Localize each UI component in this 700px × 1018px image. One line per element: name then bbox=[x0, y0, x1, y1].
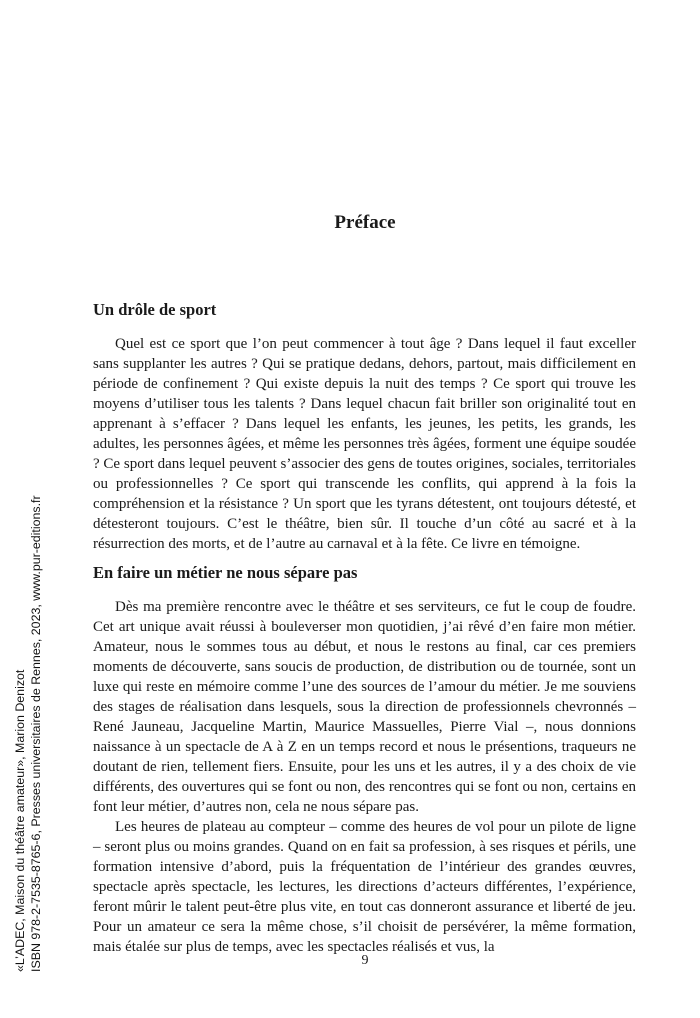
page-number: 9 bbox=[361, 953, 369, 968]
section-heading: En faire un métier ne nous sépare pas bbox=[93, 563, 358, 582]
section-body bbox=[93, 597, 636, 957]
section-heading: Un drôle de sport bbox=[93, 300, 217, 319]
page-title: Préface bbox=[334, 212, 396, 233]
body-paragraph: Quel est ce sport que l’on peut commencer à tout âge ? Dans lequel il faut exceller sans supplanter les autres ? Qui se pratique dedans, dehors, partout, mais difficilement en période de confinement ? Qui existe depuis la nuit des temps ? Ce sport qui trouve les moyens d’utiliser tous les talents ? Dans lequel chacun fait briller son originalité tout en apprenant à s’effacer ? Dans lequel les enfants, les jeunes, les petits, les grands, les adultes, les personnes âgées, et même les personnes très âgées, forment une équipe soudée ? Ce sport dans lequel peuvent s’associer des gens de toutes origines, sociales, territoriales ou professionnelles ? Ce sport qui transcende les conflits, qui apprend à la fois la compréhension et la résistance ? Un sport que les tyrans détestent, ont toujours détesté, et détesteront toujours. C’est le théâtre, bien sûr. Il touche d’un côté au sacré et à la résurrection des morts, et de l’autre au carnaval et à la fête. Ce livre en témoigne. bbox=[93, 336, 636, 552]
section-body bbox=[93, 334, 636, 554]
side-credit bbox=[12, 495, 44, 972]
side-credit-line: ISBN 978-2-7535-8765-6, Presses universitaires de Rennes, 2023, www.pur-editions.fr bbox=[29, 495, 43, 972]
body-paragraph: Dès ma première rencontre avec le théâtre et ses serviteurs, ce fut le coup de foudre. Cet art unique avait réussi à bouleverser mon quotidien, j’ai rêvé d’en faire mon métier. Amateur, nous le sommes tous au début, et nous le restons au final, car ces premiers moments de découverte, sans soucis de production, de distribution ou de tournée, sont un luxe qui reste en mémoire comme l’une des sources de l’amour du métier. Je me souviens des stages de réalisation dans lesquels, sous la direction de professionnels chevronnés – René Jauneau, Jacqueline Martin, Maurice Massuelles, Pierre Vial –, nous donnions naissance à un spectacle de A à Z en un temps record et nous le présentions, traqueurs ne doutant de rien, tellement fiers. Ensuite, pour les uns et les autres, il y a des choix de vie différents, des ouvertures qui se font ou non, des rencontres qui se font ou non, certains en font leur métier, d’autres non, cela ne nous sépare pas. bbox=[93, 599, 636, 815]
side-credit-line: «L’ADEC, Maison du théâtre amateur», Marion Denizot bbox=[13, 669, 27, 972]
body-paragraph: Les heures de plateau au compteur – comme des heures de vol pour un pilote de ligne – seront plus ou moins grandes. Quand on en fait sa profession, à ses risques et périls, une formation intensive d’abord, puis la fréquentation de l’intérieur des grandes œuvres, spectacle après spectacle, les lectures, les directions d’acteurs différentes, l’expérience, feront mûrir le talent peut-être plus vite, en tout cas donneront assurance et liberté de jeu. Pour un amateur ce sera la même chose, s’il choisit de persévérer, la même formation, mais étalée sur plus de temps, avec les spectacles réalisés et vus, la bbox=[93, 819, 636, 955]
